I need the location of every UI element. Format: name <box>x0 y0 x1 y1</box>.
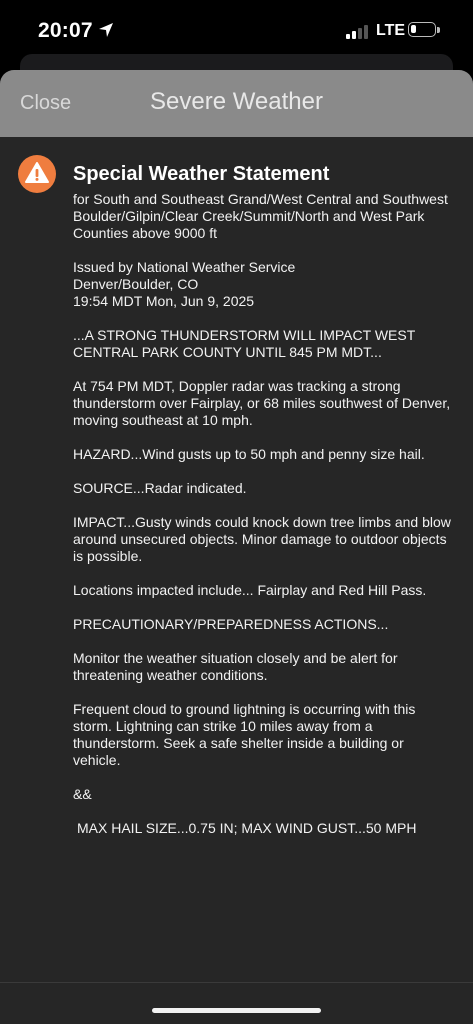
alert-summary: ...A STRONG THUNDERSTORM WILL IMPACT WEST CENTRAL PARK COUNTY UNTIL 845 PM MDT... <box>73 327 416 360</box>
bottom-divider <box>0 982 473 983</box>
source-text: SOURCE...Radar indicated. <box>73 480 247 496</box>
status-bar <box>0 0 473 60</box>
sheet-header <box>0 70 473 137</box>
warning-triangle-icon <box>18 155 56 193</box>
alert-body <box>73 162 453 837</box>
precautions-heading: PRECAUTIONARY/PREPAREDNESS ACTIONS... <box>73 616 389 632</box>
home-indicator[interactable] <box>152 1008 321 1013</box>
issuer-office: Denver/Boulder, CO <box>73 276 199 292</box>
battery-nub <box>437 27 440 33</box>
max-values-text: MAX HAIL SIZE...0.75 IN; MAX WIND GUST...50 MPH <box>77 820 417 836</box>
separator-text: && <box>73 786 92 802</box>
issuer-line: Issued by National Weather Service <box>73 259 296 275</box>
battery-icon <box>408 22 436 37</box>
radar-text: At 754 PM MDT, Doppler radar was tracking a strong thunderstorm over Fairplay, or 68 miles southwest of Denver, moving southeast at 10 mph. <box>73 378 451 428</box>
network-type: LTE <box>376 22 406 39</box>
severe-weather-sheet <box>0 70 473 1024</box>
status-time: 20:07 <box>38 19 93 42</box>
location-arrow-icon <box>98 22 114 38</box>
cellular-signal-icon <box>346 25 370 39</box>
impact-text: IMPACT...Gusty winds could knock down tree limbs and blow around unsecured objects. Minor damage to outdoor objects is possible. <box>73 514 451 564</box>
issued-time: 19:54 MDT Mon, Jun 9, 2025 <box>73 293 255 309</box>
precaution-text: Monitor the weather situation closely and be alert for threatening weather conditions. <box>73 650 398 683</box>
lightning-text: Frequent cloud to ground lightning is occurring with this storm. Lightning can strike 10 miles away from a thunderstorm. Seek a safe shelter inside a building or vehicle. <box>73 701 416 768</box>
close-button[interactable]: Close <box>20 92 72 114</box>
hazard-text: HAZARD...Wind gusts up to 50 mph and penny size hail. <box>73 446 425 462</box>
alert-area: for South and Southeast Grand/West Central and Southwest Boulder/Gilpin/Clear Creek/Summit/North and West Park Counties above 9000 ft <box>73 191 448 241</box>
locations-text: Locations impacted include... Fairplay and Red Hill Pass. <box>73 582 427 598</box>
alert-headline: Special Weather Statement <box>73 163 330 185</box>
sheet-title: Severe Weather <box>150 88 323 115</box>
